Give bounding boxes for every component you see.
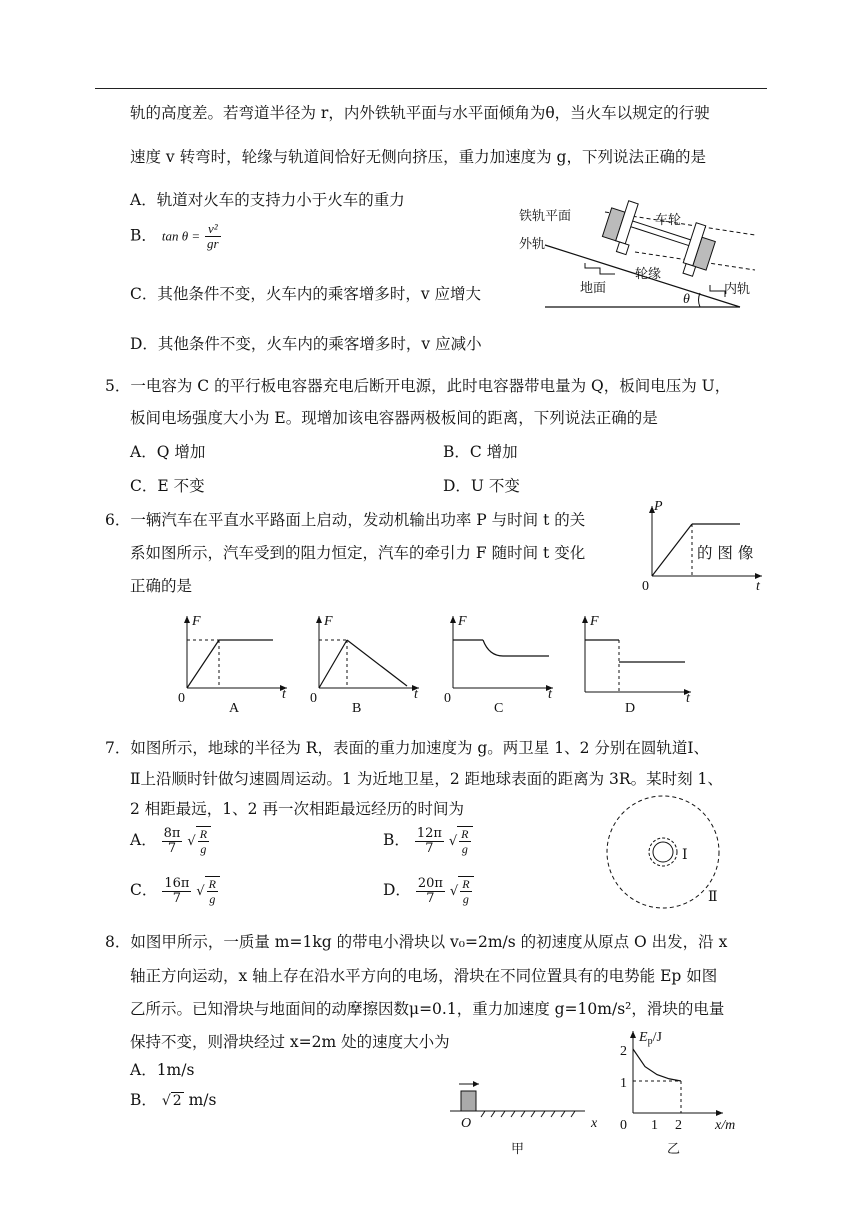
ep-xtick-2: 2 — [675, 1118, 682, 1133]
q5-line2: 板间电场强度大小为 E。现增加该电容器两极板间的距离，下列说法正确的是 — [130, 409, 658, 427]
q7-option-c-num: 16π — [164, 875, 190, 891]
orbit-ii-label: Ⅱ — [708, 890, 718, 905]
graph-b — [310, 614, 419, 716]
potential-energy-graph — [615, 1025, 755, 1165]
q7-line3: 2 相距最远，1、2 再一次相距最远经历的时间为 — [130, 800, 464, 818]
q4-option-b-num: v² — [205, 222, 221, 237]
q7-option-a-den: 7 — [167, 840, 177, 856]
q7-option-d-den: 7 — [426, 890, 435, 906]
q7-option-c: C． $\frac{16\pi}{7}$ √ $\frac{R}{g}$ — [130, 876, 220, 906]
ep-ytick-1: 1 — [620, 1076, 627, 1091]
orbit-diagram — [598, 790, 738, 920]
q4-option-a: A．轨道对火车的支持力小于火车的重力 — [130, 191, 405, 209]
graph-b-t-label: t — [414, 687, 418, 702]
theta-label: θ — [683, 292, 690, 307]
q7-option-b-label: B． — [383, 831, 410, 849]
q8-line1: 8．如图甲所示，一质量 m=1kg 的带电小滑块以 v₀=2m/s 的初速度从原点 O 出发，沿 x — [105, 933, 728, 951]
q7-option-d-rad-num: R — [462, 877, 470, 891]
q5-option-c: C．E 不变 — [130, 477, 205, 495]
header-rule — [95, 88, 767, 89]
earth — [653, 842, 673, 862]
q5-option-a: A．Q 增加 — [130, 443, 206, 461]
slider-origin-label: O — [461, 1116, 472, 1131]
q7-option-a-rad-num: R — [199, 827, 208, 841]
ep-xtick-1: 1 — [651, 1118, 658, 1133]
q7-option-a-num: 8π — [163, 825, 181, 841]
q5-option-b: B．C 增加 — [443, 443, 518, 461]
q7-option-b-rad-num: R — [461, 827, 469, 841]
graph-a-origin: 0 — [178, 691, 185, 706]
q8-option-b-label: B． — [130, 1091, 157, 1109]
ep-xtick-0: 0 — [620, 1118, 627, 1133]
q4-option-c: C．其他条件不变，火车内的乘客增多时，v 应增大 — [130, 285, 482, 303]
q7-option-b-den: 7 — [425, 840, 434, 856]
q6-line3: 正确的是 — [130, 577, 193, 595]
wheel-label: 车轮 — [655, 213, 682, 228]
slider-diagram — [445, 1075, 610, 1165]
q7-option-c-rad-den: g — [209, 892, 216, 906]
q7-option-d-label: D． — [383, 881, 411, 899]
slider-x-label: x — [591, 1116, 598, 1131]
t-axis-label: t — [756, 579, 760, 594]
ep-x-label: x/m — [715, 1118, 736, 1133]
q7-option-d-rad-den: g — [462, 892, 469, 906]
rail-plane-label: 铁轨平面 — [519, 209, 572, 224]
ground-hatch — [481, 1111, 575, 1117]
q8-line2: 轴正方向运动，x 轴上存在沿水平方向的电场，滑块在不同位置具有的电势能 Ep 如图 — [130, 967, 718, 985]
rail-diagram — [515, 190, 760, 310]
q8-option-a: A．1m/s — [130, 1061, 195, 1079]
graph-c-f-label: F — [458, 614, 467, 629]
q5-option-d: D．U 不变 — [443, 477, 520, 495]
graph-c-origin: 0 — [444, 691, 451, 706]
q7-option-b-num: 12π — [416, 825, 442, 841]
origin-label: 0 — [642, 579, 649, 594]
velocity-arrow-icon — [473, 1081, 479, 1087]
q4-option-b-label: B． — [130, 226, 157, 245]
ep-curve — [633, 1049, 681, 1081]
q4-option-b-lhs: tan θ = — [161, 228, 201, 244]
figure-jia-caption: 甲 — [511, 1142, 525, 1157]
graph-c-label: C — [494, 701, 504, 716]
graph-c — [444, 614, 553, 716]
graph-a-t-label: t — [282, 687, 286, 702]
q7-option-c-label: C． — [130, 881, 158, 899]
figure-yi-caption: 乙 — [667, 1142, 681, 1157]
graph-d-f-label: F — [590, 614, 599, 629]
q7-option-d-num: 20π — [417, 875, 443, 891]
q4-option-d: D．其他条件不变，火车内的乘客增多时，v 应减小 — [130, 335, 482, 353]
q8-option-b-rad: 2 — [172, 1093, 182, 1109]
q7-option-a-label: A． — [130, 831, 157, 849]
graph-b-label: B — [352, 701, 362, 716]
q8-option-b-unit: m/s — [183, 1091, 217, 1109]
q7-line1: 7．如图所示，地球的半径为 R，表面的重力加速度为 g。两卫星 1、2 分别在圆轨道Ⅰ、 — [105, 739, 710, 757]
flange-label: 轮缘 — [635, 267, 662, 282]
outer-rail-label: 外轨 — [519, 237, 546, 252]
graph-d-label: D — [625, 701, 636, 716]
q7-option-d: D． $\frac{20\pi}{7}$ √ $\frac{R}{g}$ — [383, 876, 474, 906]
orbit-ii — [607, 796, 719, 908]
slider-block — [461, 1091, 476, 1111]
q7-option-c-den: 7 — [172, 890, 181, 906]
graph-d — [582, 614, 691, 716]
q7-line2: Ⅱ上沿顺时针做匀速圆周运动。1 为近地卫星，2 距地球表面的距离为 3R。某时刻 1、 — [130, 770, 723, 788]
graph-b-origin: 0 — [310, 691, 317, 706]
q8-option-b: B． √ 2 m/s — [130, 1091, 217, 1109]
graph-b-f-label: F — [324, 614, 333, 629]
graph-a-f-label: F — [192, 614, 201, 629]
q6-line2-tail: 的 图 像 — [697, 544, 754, 562]
graph-a-label: A — [229, 701, 240, 716]
q4-line1: 轨的高度差。若弯道半径为 r，内外铁轨平面与水平面倾角为θ，当火车以规定的行驶 — [130, 104, 710, 122]
q5-line1: 5．一电容为 C 的平行板电容器充电后断开电源，此时电容器带电量为 Q，板间电压为 U， — [105, 377, 731, 395]
p-axis-label: P — [654, 499, 663, 514]
ep-ytick-2: 2 — [620, 1044, 627, 1059]
inner-rail-label: 内轨 — [724, 282, 751, 297]
graph-c-t-label: t — [548, 687, 552, 702]
graph-d-t-label: t — [686, 691, 690, 706]
q7-option-a: A． $\frac{8\pi}{7}$ √ $\frac{R}{g}$ — [130, 826, 211, 856]
q4-option-b — [130, 222, 221, 251]
q6-line1: 6．一辆汽车在平直水平路面上启动，发动机输出功率 P 与时间 t 的关 — [105, 511, 586, 529]
q6-line2: 系如图所示，汽车受到的阻力恒定，汽车的牵引力 F 随时间 t 变化 — [130, 544, 586, 562]
q7-option-c-rad-num: R — [208, 877, 216, 891]
q4-line2: 速度 v 转弯时，轮缘与轨道间恰好无侧向挤压，重力加速度为 g，下列说法正确的是 — [130, 148, 706, 166]
ep-y-label: $E_p/J$ — [639, 1030, 662, 1047]
power-time-graph — [640, 498, 770, 594]
q4-option-b-den: gr — [207, 236, 219, 251]
orbit-i-label: Ⅰ — [682, 848, 688, 863]
power-ramp-line — [652, 524, 692, 576]
q7-option-b-rad-den: g — [461, 842, 468, 856]
ground-label: 地面 — [580, 281, 607, 296]
graph-a — [178, 614, 287, 716]
q7-option-b: B． $\frac{12\pi}{7}$ √ $\frac{R}{g}$ — [383, 826, 473, 856]
q7-option-a-rad-den: g — [200, 842, 207, 856]
q8-line4: 保持不变，则滑块经过 x=2m 处的速度大小为 — [130, 1033, 450, 1051]
force-options-graphs — [175, 612, 700, 722]
q8-line3: 乙所示。已知滑块与地面间的动摩擦因数μ=0.1，重力加速度 g=10m/s²，滑块的电量 — [130, 1000, 725, 1018]
